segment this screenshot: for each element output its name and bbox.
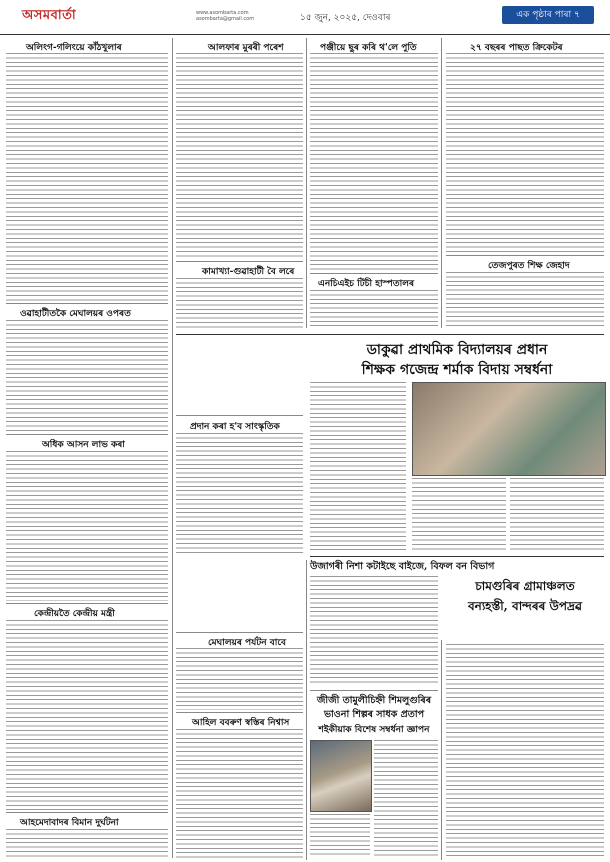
rule [6, 434, 168, 435]
rule [310, 556, 604, 557]
column-rule [306, 38, 307, 328]
headline-b4: মেঘালয়ৰ পৰ্যটন বাবে [208, 638, 286, 648]
rule [6, 603, 168, 604]
article-body-d1 [446, 53, 604, 253]
newspaper-logo [22, 6, 76, 27]
headline-e2-line2: বন্যহস্তী, বান্দৰৰ উপদ্ৰৱ [467, 599, 582, 613]
headline-a2: ওৱাহাটীতকৈ মেঘালয়ৰ ওপৰত [20, 309, 131, 319]
lead-body-3 [510, 478, 604, 552]
lead-body-2 [412, 478, 506, 552]
article-body-e3 [374, 740, 438, 858]
headline-c1: পঞ্জীয়ে ছুৰ কৰি থ'লে পুতি [320, 43, 417, 53]
headline-b5: আহিল ববৰুণ স্বস্তিৰ নিশ্বাস [192, 718, 290, 728]
logo-accent: বাৰ্তা [50, 8, 77, 23]
headline-d2: তেজপুৰত শিক্ষ জেহাদ [488, 261, 570, 271]
website-url: www.asombarta.com [196, 10, 249, 16]
rule [176, 632, 303, 633]
rule [176, 334, 604, 335]
story-photo [310, 740, 372, 812]
headline-e3-line2: ভাওনা শিল্পৰ সাধক প্ৰতাপ [323, 709, 425, 720]
article-body-b3 [176, 433, 303, 553]
headline-a5: আহমেদাবাদৰ বিমান দুৰ্ঘটনা [20, 818, 119, 828]
headline-d1: ২৭ বছৰৰ পাছত ক্ৰিকেটৰ [470, 43, 563, 53]
article-body-b4 [176, 648, 303, 710]
lead-photo [412, 382, 606, 476]
rule [6, 303, 168, 304]
article-body-c2 [310, 290, 438, 328]
headline-a3: অধিক আসন লাভ কৰা [42, 440, 125, 450]
article-body-b1 [176, 53, 303, 259]
column-rule [441, 38, 442, 328]
headline-e2-line1: চামগুৰিৰ গ্ৰামাঞ্চলত [475, 579, 575, 593]
article-body-b5 [176, 729, 303, 859]
lead-headline-line1: ডাকুৱা প্ৰাথমিক বিদ্যালয়ৰ প্ৰধান [366, 342, 548, 358]
article-body-e2 [446, 644, 604, 858]
logo-main: অসম [22, 8, 51, 23]
article-body-a1 [6, 53, 168, 301]
headline-b1: আলফাৰ মুৰৰী পৰেশ [208, 43, 284, 53]
headline-a1: অলিংগ-গলিংয়ে কাঁঠখুলাৰ [26, 43, 122, 53]
rule [176, 261, 303, 262]
column-rule [306, 560, 307, 860]
headline-a4: কেন্দ্ৰীয়তৈ কেন্দ্ৰীয় মন্ত্ৰী [34, 609, 115, 619]
rule [176, 415, 303, 416]
page-number-badge: এক পৃষ্ঠাৰ পাৰা ৭ [502, 6, 594, 24]
rule [6, 812, 168, 813]
headline-e1: উজাগৰী নিশা কটাইছে বাইজে, বিফল বন বিভাগ [310, 561, 495, 572]
headline-b3: প্ৰদান কৰা হ'ব সাংস্কৃতিক [190, 422, 280, 432]
rule [310, 690, 438, 691]
rule [310, 273, 438, 274]
article-body-a2 [6, 320, 168, 432]
article-body-e3b [310, 814, 370, 858]
article-body-a4 [6, 620, 168, 810]
headline-e3-line3: শইকীয়াক বিশেষ সম্বৰ্ধনা জ্ঞাপন [318, 725, 430, 735]
article-body-b2 [176, 278, 303, 328]
masthead [0, 0, 610, 35]
headline-c2: এনচিএইচ টিচী হাস্পতালৰ [318, 279, 415, 289]
dateline: ১৫ জুন, ২০২৫, দেওবাৰ [300, 13, 391, 23]
rule [446, 255, 604, 256]
article-body-c1 [310, 53, 438, 271]
lead-headline-line2: শিক্ষক গজেন্দ্ৰ শৰ্মাক বিদায় সম্বৰ্ধনা [361, 362, 553, 378]
column-rule [172, 38, 173, 858]
headline-e3-line1: জীজী তামুলীচিহ্নী শিমলুগুৰিৰ [316, 695, 432, 706]
article-body-e1 [310, 576, 438, 686]
lead-body [310, 382, 406, 552]
headline-b2: কামাখ্যা-গুৱাহাটী বৈ লৰে [202, 267, 295, 277]
article-body-a3 [6, 451, 168, 601]
column-rule [441, 640, 442, 860]
rule [176, 712, 303, 713]
article-body-d2 [446, 272, 604, 328]
article-body-a5 [6, 829, 168, 859]
website-info [196, 10, 254, 22]
website-email: asombarta@gmail.com [196, 16, 255, 22]
